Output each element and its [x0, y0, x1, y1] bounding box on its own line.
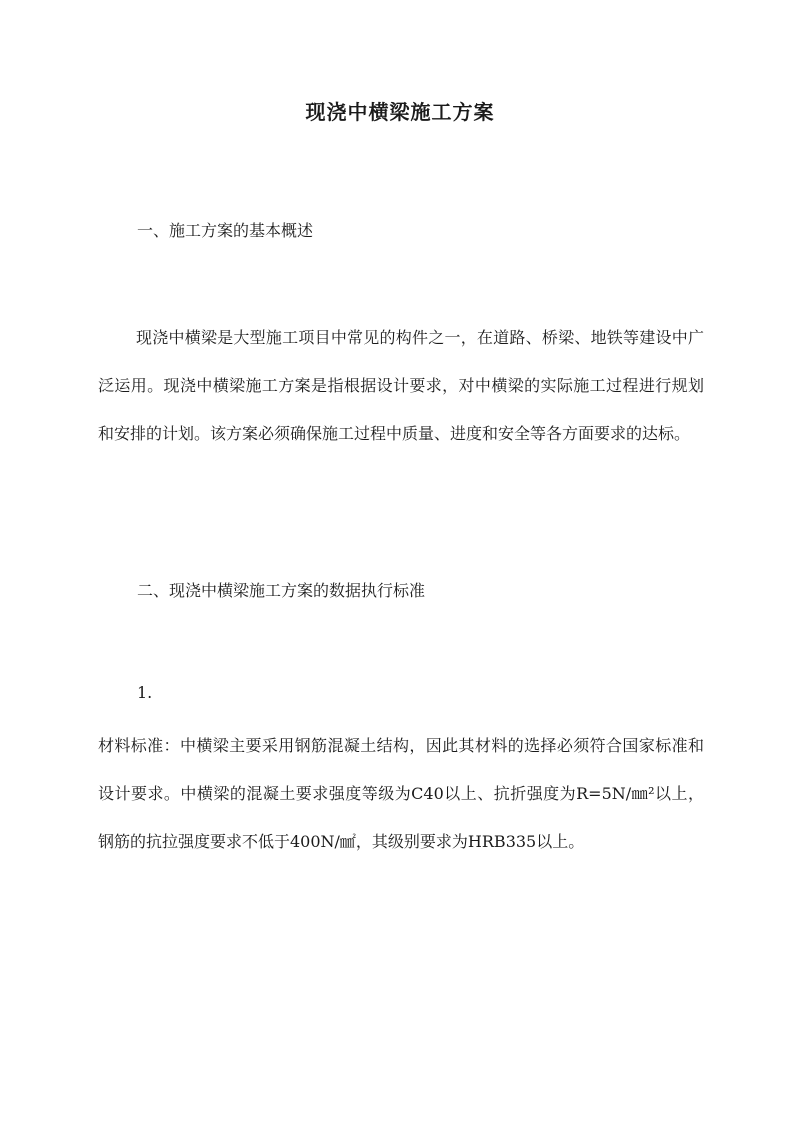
- list-item-number: 1.: [137, 683, 153, 702]
- section-heading-standards: 二、现浇中横梁施工方案的数据执行标准: [137, 581, 426, 600]
- section-paragraph-overview: 现浇中横梁是大型施工项目中常见的构件之一，在道路、桥梁、地铁等建设中广泛运用。现浇中横梁施工方案是指根据设计要求，对中横梁的实际施工过程进行规划和安排的计划。该方案必须确保施工过程中质量、进度和安全等各方面要求的达标。: [98, 328, 704, 443]
- document-title: 现浇中横梁施工方案: [305, 100, 495, 124]
- section-heading-overview: 一、施工方案的基本概述: [137, 221, 314, 240]
- list-item-text: 材料标准：中横梁主要采用钢筋混凝土结构，因此其材料的选择必须符合国家标准和设计要求。中横梁的混凝土要求强度等级为C40以上、抗折强度为R=5N/㎜²以上，钢筋的抗拉强度要求不低于400N/㎟，其级别要求为HRB335以上。: [98, 736, 704, 851]
